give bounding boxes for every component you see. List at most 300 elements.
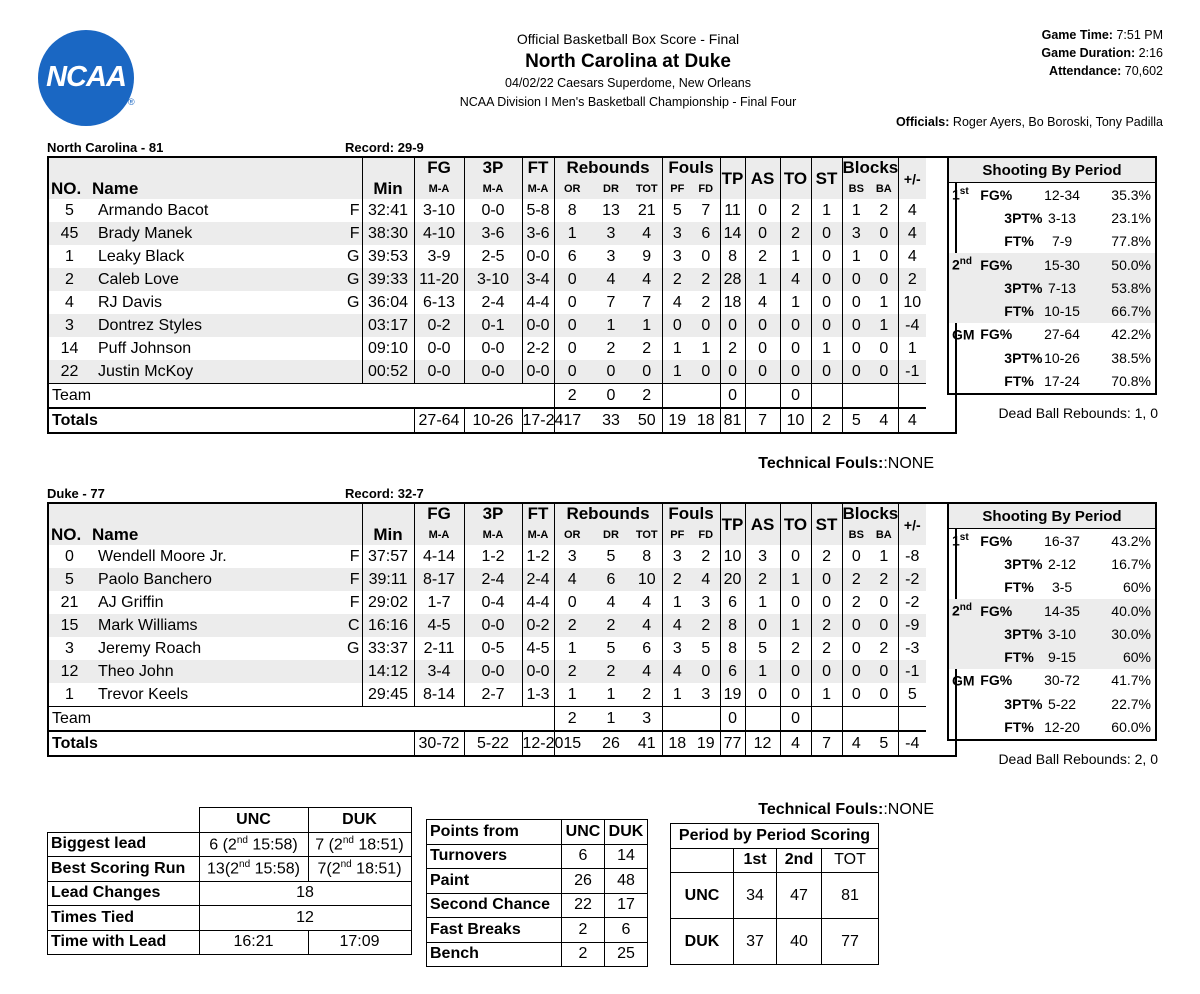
player-name: Theo John xyxy=(90,660,310,683)
stat-type: FG% xyxy=(978,253,1030,276)
stat-type: FT% xyxy=(978,645,1030,668)
col-rebounds: Rebounds xyxy=(554,157,662,178)
off-reb: 2 xyxy=(554,614,590,637)
lead-changes: 18 xyxy=(199,881,411,906)
off-reb: 4 xyxy=(554,568,590,591)
made-attempted: 15-30 xyxy=(1031,253,1094,276)
player-position xyxy=(310,683,362,707)
stat-type: FG% xyxy=(980,186,1013,203)
technical-fouls xyxy=(758,801,934,819)
pf: 3 xyxy=(662,637,692,660)
shooting-row xyxy=(948,323,1156,346)
totals-label: Totals xyxy=(48,731,362,756)
off-reb: 0 xyxy=(554,268,590,291)
tp: 14 xyxy=(720,222,745,245)
team-row-label: Team xyxy=(48,384,362,409)
team-caption: Duke - 77 xyxy=(47,486,105,501)
fg: 2-11 xyxy=(414,637,464,660)
fg: 4-14 xyxy=(414,545,464,568)
player-number: 1 xyxy=(48,245,90,268)
made-attempted: 9-15 xyxy=(1031,645,1094,668)
player-position xyxy=(310,660,362,683)
pf: 3 xyxy=(662,245,692,268)
lead-changes-label: Lead Changes xyxy=(48,881,200,906)
officials-label: Officials: xyxy=(895,115,950,129)
col-unc: UNC xyxy=(199,808,308,833)
game-time: 7:51 PM xyxy=(1116,28,1163,42)
def-reb: 7 xyxy=(606,293,616,311)
col-fg: FG xyxy=(414,503,464,524)
st: 0 xyxy=(811,222,842,245)
player-number: 21 xyxy=(48,591,90,614)
percentage: 66.7% xyxy=(1093,299,1156,322)
period-label: 1st xyxy=(952,186,969,203)
player-position: F xyxy=(310,222,362,245)
points-from-row xyxy=(427,869,648,894)
report-subtitle: Official Basketball Box Score - Final xyxy=(516,31,740,47)
def-reb: 13 xyxy=(602,201,620,219)
period-unc-2nd: 47 xyxy=(777,873,822,919)
scoring-run-unc: 13(2nd 15:58) xyxy=(199,857,308,882)
shooting-row xyxy=(948,552,1156,575)
totals-to: 10 xyxy=(780,408,811,433)
fg: 0-0 xyxy=(414,337,464,360)
three-pt: 0-0 xyxy=(464,360,522,384)
player-number: 3 xyxy=(48,637,90,660)
made-attempted: 10-15 xyxy=(1031,299,1094,322)
stat-type: 3PT% xyxy=(978,276,1030,299)
made-attempted: 7-9 xyxy=(1051,233,1073,250)
plus-minus: 10 xyxy=(898,291,926,314)
plus-minus: -4 xyxy=(898,314,926,337)
minutes: 39:11 xyxy=(362,568,414,591)
plus-minus: 4 xyxy=(898,199,926,222)
pf: 3 xyxy=(662,545,692,568)
ba: 0 xyxy=(879,247,889,265)
team-def-reb: 1 xyxy=(590,707,632,732)
col-duk: DUK xyxy=(308,808,411,833)
player-number: 22 xyxy=(48,360,90,384)
period-label: GM xyxy=(952,326,975,343)
team-to: 0 xyxy=(780,707,811,732)
bs: 0 xyxy=(842,683,870,707)
fd: 7 xyxy=(701,201,711,219)
minutes: 00:52 xyxy=(362,360,414,384)
totals-three-pt: 10-26 xyxy=(464,408,522,433)
totals-ft: 17-24 xyxy=(522,408,554,433)
shooting-row xyxy=(948,645,1156,668)
st: 0 xyxy=(811,314,842,337)
minutes: 03:17 xyxy=(362,314,414,337)
as: 1 xyxy=(745,268,780,291)
times-tied: 12 xyxy=(199,906,411,931)
fg: 0-0 xyxy=(414,360,464,384)
percentage: 38.5% xyxy=(1111,349,1151,366)
st: 1 xyxy=(811,199,842,222)
points-from-label: Paint xyxy=(427,869,562,894)
period-team-unc: UNC xyxy=(671,873,734,919)
bs: 0 xyxy=(842,337,870,360)
totals-fd: 18 xyxy=(692,408,720,433)
totals-tp: 77 xyxy=(720,731,745,756)
player-name: Caleb Love xyxy=(90,268,310,291)
time-with-lead-label: Time with Lead xyxy=(48,930,200,955)
fg: 8-17 xyxy=(414,568,464,591)
def-reb: 3 xyxy=(606,247,616,265)
percentage: 53.8% xyxy=(1093,276,1156,299)
period-duk-tot: 77 xyxy=(822,919,879,965)
player-position xyxy=(310,337,362,360)
period-scoring-table xyxy=(670,823,879,965)
player-name: Trevor Keels xyxy=(98,685,189,703)
tot-reb: 8 xyxy=(642,547,652,565)
col-min: Min xyxy=(362,178,414,199)
shooting-row xyxy=(948,346,1156,369)
stat-type: FG% xyxy=(980,326,1013,343)
ba: 0 xyxy=(870,660,898,683)
col-ft: FT xyxy=(522,157,554,178)
stat-type: FG% xyxy=(980,532,1013,549)
plus-minus: 4 xyxy=(898,245,926,268)
to: 1 xyxy=(780,245,811,268)
three-pt: 0-4 xyxy=(464,591,522,614)
percentage: 16.7% xyxy=(1111,555,1151,572)
ft: 3-4 xyxy=(522,268,554,291)
stat-type: 3PT% xyxy=(978,622,1030,645)
made-attempted: 27-64 xyxy=(1044,326,1080,343)
totals-row xyxy=(48,731,956,756)
tp: 8 xyxy=(720,245,745,268)
ba: 2 xyxy=(879,639,889,657)
tot-reb: 2 xyxy=(642,339,652,357)
col-st: ST xyxy=(811,157,842,199)
period-unc-tot: 81 xyxy=(822,873,879,919)
fg: 6-13 xyxy=(414,291,464,314)
period-label xyxy=(948,552,978,575)
team-row-label: Team xyxy=(48,707,362,732)
player-position: F xyxy=(349,547,360,565)
pf: 2 xyxy=(662,268,692,291)
plus-minus: -2 xyxy=(898,568,926,591)
totals-pf: 18 xyxy=(662,731,692,756)
fg: 8-14 xyxy=(414,683,464,707)
def-reb: 6 xyxy=(590,568,632,591)
col-3p: 3P xyxy=(464,157,522,178)
period-unc-1st: 34 xyxy=(734,873,777,919)
team-record: Record: 29-9 xyxy=(345,140,424,155)
points-from-unc: 26 xyxy=(562,869,605,894)
totals-st: 7 xyxy=(811,731,842,756)
points-from-unc: 2 xyxy=(562,918,605,943)
minutes: 29:02 xyxy=(362,591,414,614)
ft: 1-3 xyxy=(522,683,554,707)
period-label xyxy=(948,692,978,715)
made-attempted: 12-20 xyxy=(1044,719,1080,736)
plus-minus: -1 xyxy=(898,360,926,384)
col-dr: DR xyxy=(590,524,632,545)
totals-as: 7 xyxy=(745,408,780,433)
fd: 2 xyxy=(692,268,720,291)
player-number: 12 xyxy=(48,660,90,683)
shooting-row xyxy=(948,692,1156,715)
made-attempted: 16-37 xyxy=(1044,532,1080,549)
team-tot-reb: 2 xyxy=(632,384,662,409)
tp: 2 xyxy=(720,337,745,360)
totals-fd: 19 xyxy=(692,731,720,756)
made-attempted: 7-13 xyxy=(1031,276,1094,299)
bs: 0 xyxy=(842,545,870,568)
to: 4 xyxy=(780,268,811,291)
ft: 4-4 xyxy=(522,291,554,314)
shooting-by-period-table xyxy=(947,156,1157,395)
period-label xyxy=(948,206,978,229)
player-name: Justin McKoy xyxy=(90,360,310,384)
pf: 1 xyxy=(662,360,692,384)
col-plus-minus: +/- xyxy=(898,503,926,545)
ba: 0 xyxy=(870,268,898,291)
totals-ft: 12-20 xyxy=(522,731,554,756)
st: 2 xyxy=(811,545,842,568)
tot-reb: 4 xyxy=(632,222,662,245)
player-row xyxy=(48,568,956,591)
ft: 2-4 xyxy=(522,568,554,591)
box-score-table xyxy=(47,156,957,434)
fg: 3-9 xyxy=(414,245,464,268)
tp: 20 xyxy=(720,568,745,591)
st: 2 xyxy=(811,614,842,637)
ft: 0-0 xyxy=(522,360,554,384)
three-pt: 0-5 xyxy=(464,637,522,660)
ba: 0 xyxy=(879,339,889,357)
shooting-row xyxy=(948,529,1156,553)
player-position xyxy=(310,314,362,337)
st: 0 xyxy=(811,360,842,384)
biggest-lead-duk: 7 (2nd 18:51) xyxy=(308,832,411,857)
ba: 1 xyxy=(879,293,889,311)
player-number: 1 xyxy=(48,683,90,707)
bs: 0 xyxy=(842,637,870,660)
fd: 0 xyxy=(692,360,720,384)
player-position xyxy=(310,360,362,384)
col-fg-ma: M-A xyxy=(414,178,464,199)
made-attempted: 12-34 xyxy=(1044,186,1080,203)
off-reb: 0 xyxy=(554,360,590,384)
col-rebounds: Rebounds xyxy=(554,503,662,524)
made-attempted: 30-72 xyxy=(1044,672,1080,689)
tp: 8 xyxy=(720,637,745,660)
minutes: 36:04 xyxy=(362,291,414,314)
tot-reb: 10 xyxy=(632,568,662,591)
page-title: North Carolina at Duke xyxy=(525,51,731,72)
stat-type: FT% xyxy=(1004,579,1034,596)
plus-minus: 2 xyxy=(898,268,926,291)
bs: 0 xyxy=(842,614,870,637)
three-pt: 1-2 xyxy=(464,545,522,568)
bs: 0 xyxy=(842,291,870,314)
player-number: 15 xyxy=(48,614,90,637)
team-row xyxy=(48,707,956,732)
shooting-row xyxy=(948,715,1156,739)
made-attempted: 3-5 xyxy=(1051,579,1073,596)
percentage: 70.8% xyxy=(1111,373,1151,390)
bs: 0 xyxy=(842,360,870,384)
plus-minus: 1 xyxy=(898,337,926,360)
player-row xyxy=(48,337,956,360)
player-row xyxy=(48,637,956,660)
stat-type: FT% xyxy=(1004,373,1034,390)
shooting-by-period-title: Shooting By Period xyxy=(948,503,1156,529)
tp: 0 xyxy=(720,314,745,337)
player-name: Wendell Moore Jr. xyxy=(98,547,227,565)
percentage: 30.0% xyxy=(1093,622,1156,645)
player-position: G xyxy=(347,247,360,265)
box-score-table xyxy=(47,502,957,757)
points-from-row xyxy=(427,942,648,967)
totals-def-reb: 33 xyxy=(590,408,632,433)
totals-tot-reb: 50 xyxy=(632,408,662,433)
off-reb: 0 xyxy=(554,291,590,314)
player-row xyxy=(48,268,956,291)
player-number: 14 xyxy=(48,337,90,360)
percentage: 60% xyxy=(1122,579,1151,596)
made-attempted: 2-12 xyxy=(1048,555,1077,572)
technical-fouls-value: :NONE xyxy=(883,455,934,472)
as: 0 xyxy=(745,222,780,245)
pf: 4 xyxy=(662,291,692,314)
percentage: 35.3% xyxy=(1111,186,1151,203)
col-fg-ma: M-A xyxy=(414,524,464,545)
period-label xyxy=(948,346,978,369)
percentage: 22.7% xyxy=(1111,695,1151,712)
bs: 0 xyxy=(842,268,870,291)
player-row xyxy=(48,314,956,337)
fd: 0 xyxy=(692,660,720,683)
def-reb: 1 xyxy=(590,314,632,337)
points-from-table xyxy=(426,819,648,967)
totals-label: Totals xyxy=(48,408,362,433)
ft: 5-8 xyxy=(522,199,554,222)
stat-type: 3PT% xyxy=(1004,209,1043,226)
fd: 0 xyxy=(701,247,711,265)
col-fg: FG xyxy=(414,157,464,178)
fg: 1-7 xyxy=(414,591,464,614)
shooting-row xyxy=(948,299,1156,322)
times-tied-label: Times Tied xyxy=(48,906,200,931)
tot-reb: 2 xyxy=(642,685,652,703)
technical-fouls-label: Technical Fouls: xyxy=(758,455,884,472)
st: 0 xyxy=(811,660,842,683)
col-to: TO xyxy=(780,503,811,545)
made-attempted: 3-13 xyxy=(1048,209,1077,226)
st: 0 xyxy=(811,568,842,591)
ft: 0-0 xyxy=(522,660,554,683)
period-label: 2nd xyxy=(948,253,978,276)
fd: 3 xyxy=(701,593,711,611)
off-reb: 1 xyxy=(554,222,590,245)
points-from-duk: 14 xyxy=(605,844,648,869)
team-row xyxy=(48,384,956,409)
plus-minus: -1 xyxy=(898,660,926,683)
points-from-row xyxy=(427,918,648,943)
fg: 3-4 xyxy=(414,660,464,683)
player-name: RJ Davis xyxy=(98,293,163,311)
shooting-row xyxy=(948,206,1156,229)
tp: 10 xyxy=(720,545,745,568)
as: 0 xyxy=(745,360,780,384)
pf: 2 xyxy=(662,568,692,591)
shooting-row xyxy=(948,669,1156,692)
player-position: F xyxy=(310,568,362,591)
col-blocks: Blocks xyxy=(842,158,899,177)
ba: 0 xyxy=(879,685,889,703)
player-name: Brady Manek xyxy=(90,222,310,245)
plus-minus: 4 xyxy=(898,222,926,245)
player-position: F xyxy=(349,201,360,219)
tot-reb: 1 xyxy=(632,314,662,337)
player-name: Puff Johnson xyxy=(98,339,192,357)
fd: 1 xyxy=(701,339,711,357)
col-fouls: Fouls xyxy=(662,503,720,524)
percentage: 23.1% xyxy=(1111,209,1151,226)
def-reb: 2 xyxy=(590,614,632,637)
player-number: 5 xyxy=(48,199,90,222)
plus-minus: -3 xyxy=(898,637,926,660)
game-time-label: Game Time: xyxy=(1041,28,1113,42)
shooting-row xyxy=(948,230,1156,253)
tot-reb: 7 xyxy=(642,293,652,311)
officials: Roger Ayers, Bo Boroski, Tony Padilla xyxy=(952,115,1163,129)
col-tot: TOT xyxy=(632,524,662,545)
bs: 3 xyxy=(842,222,870,245)
as: 1 xyxy=(745,660,780,683)
stat-type: FT% xyxy=(1004,719,1034,736)
dead-ball-rebounds: Dead Ball Rebounds: 1, 0 xyxy=(998,405,1158,421)
percentage: 42.2% xyxy=(1111,326,1151,343)
player-number: 45 xyxy=(48,222,90,245)
col-ft: FT xyxy=(522,503,554,524)
period-team-duk: DUK xyxy=(671,919,734,965)
ba: 1 xyxy=(870,314,898,337)
tot-reb: 9 xyxy=(642,247,652,265)
three-pt: 0-0 xyxy=(464,660,522,683)
player-name: Paolo Banchero xyxy=(90,568,310,591)
period-label xyxy=(948,645,978,668)
biggest-lead-unc: 6 (2nd 15:58) xyxy=(199,832,308,857)
ft: 0-2 xyxy=(522,614,554,637)
points-from-label: Bench xyxy=(427,942,562,967)
def-reb: 1 xyxy=(606,685,616,703)
def-reb: 5 xyxy=(606,639,616,657)
ba: 0 xyxy=(870,222,898,245)
period-label xyxy=(948,230,978,253)
period-label xyxy=(948,622,978,645)
team-tp: 0 xyxy=(720,707,745,732)
points-from-label: Turnovers xyxy=(427,844,562,869)
plus-minus: 5 xyxy=(898,683,926,707)
points-from-label: Fast Breaks xyxy=(427,918,562,943)
player-number: 4 xyxy=(48,291,90,314)
as: 0 xyxy=(745,614,780,637)
player-row xyxy=(48,591,956,614)
stat-type: FG% xyxy=(980,672,1013,689)
stat-type: 3PT% xyxy=(1004,349,1043,366)
st: 0 xyxy=(811,268,842,291)
three-pt: 0-0 xyxy=(464,614,522,637)
tot-reb: 4 xyxy=(632,614,662,637)
st: 1 xyxy=(811,683,842,707)
period-duk-1st: 37 xyxy=(734,919,777,965)
to: 1 xyxy=(780,568,811,591)
